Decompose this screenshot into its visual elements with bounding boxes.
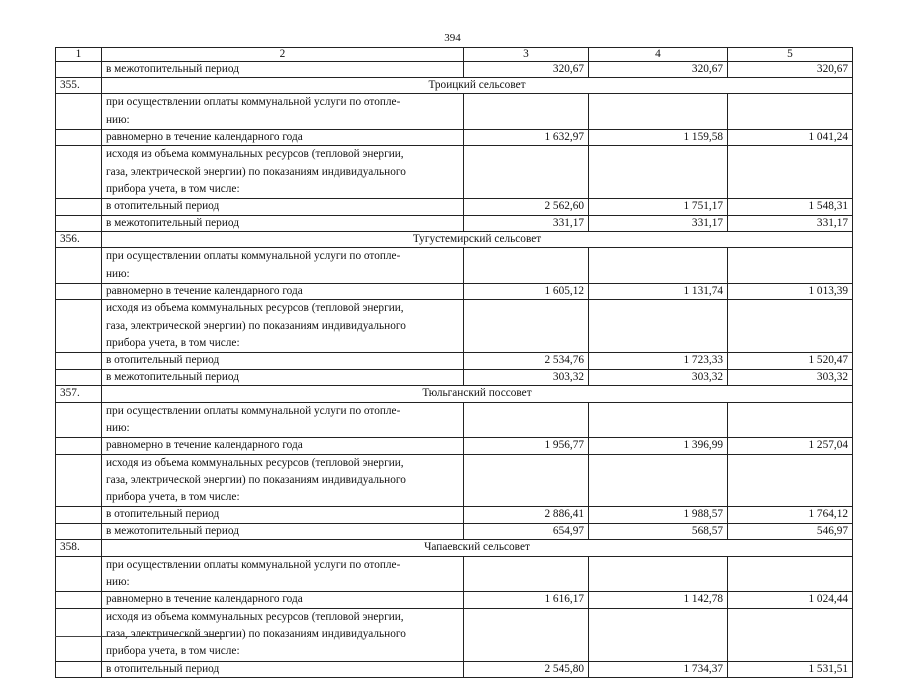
row-label-line: при осуществлении оплаты коммунальной услуги по отопле- — [106, 250, 401, 263]
value-cell-col3 — [464, 454, 589, 507]
value-cell-col5: 331,17 — [728, 215, 853, 231]
row-number-cell — [56, 284, 102, 300]
value-cell-col5: 1 531,51 — [728, 661, 853, 677]
row-label: в межотопительный период — [102, 61, 464, 77]
value-cell-col4: 1 751,17 — [589, 199, 728, 215]
row-number-cell — [56, 454, 102, 507]
page-number: 394 — [444, 32, 461, 44]
value-cell-col3 — [464, 556, 589, 592]
row-label-line: нию: — [106, 575, 130, 588]
row-label-line: равномерно в течение календарного года — [106, 439, 303, 452]
table-row — [56, 402, 853, 438]
row-number-cell — [56, 556, 102, 592]
value-cell-col3: 2 562,60 — [464, 199, 589, 215]
value-cell-col5: 1 548,31 — [728, 199, 853, 215]
row-label-line: в межотопительный период — [106, 216, 239, 229]
row-label-line: исходя из объема коммунальных ресурсов (тепловой энергии, — [106, 302, 404, 315]
row-number-cell — [56, 438, 102, 454]
row-label — [102, 353, 464, 369]
table-row — [56, 608, 853, 661]
section-title: Чапаевский сельсовет — [102, 540, 853, 556]
table-row — [56, 94, 853, 130]
value-cell-col5: 1 257,04 — [728, 438, 853, 454]
section-title: Тюльганский поссовет — [102, 386, 853, 402]
value-cell-col4 — [589, 248, 728, 284]
section-header-row — [56, 386, 853, 402]
value-cell-col3 — [464, 300, 589, 353]
table-row — [56, 454, 853, 507]
row-label-line: в отопительный период — [106, 662, 220, 675]
value-cell-col5: 1 024,44 — [728, 592, 853, 608]
table-row — [56, 438, 853, 454]
row-number-cell — [56, 61, 102, 77]
value-cell-col5 — [728, 248, 853, 284]
row-label-line: газа, электрической энергии) по показаниям индивидуального — [106, 319, 406, 332]
row-label-line: газа, электрической энергии) по показаниям индивидуального — [106, 627, 406, 640]
row-number-cell — [56, 94, 102, 130]
value-cell-col5 — [728, 94, 853, 130]
row-label-line: газа, электрической энергии) по показаниям индивидуального — [106, 165, 406, 178]
value-cell-col5: 1 520,47 — [728, 353, 853, 369]
footnote-rule — [55, 636, 225, 637]
value-cell-col4 — [589, 556, 728, 592]
row-label — [102, 438, 464, 454]
value-cell-col3 — [464, 402, 589, 438]
row-label-line: нию: — [106, 267, 130, 280]
table-row — [56, 248, 853, 284]
value-cell-col4 — [589, 608, 728, 661]
section-title: Тугустемирский сельсовет — [102, 232, 853, 248]
row-label-line: при осуществлении оплаты коммунальной услуги по отопле- — [106, 404, 401, 417]
row-label-line: в межотопительный период — [106, 370, 239, 383]
column-header-3: 3 — [464, 48, 589, 62]
row-label-line: прибора учета, в том числе: — [106, 645, 240, 658]
row-label-line: прибора учета, в том числе: — [106, 491, 240, 504]
value-cell-col4: 1 159,58 — [589, 129, 728, 145]
value-cell-col4: 1 988,57 — [589, 507, 728, 523]
value-cell-col4: 1 142,78 — [589, 592, 728, 608]
table-row — [56, 129, 853, 145]
column-header-2: 2 — [102, 48, 464, 62]
value-cell-col3 — [464, 94, 589, 130]
row-label-line: в отопительный период — [106, 200, 220, 213]
value-cell-col4 — [589, 402, 728, 438]
section-number: 356. — [56, 232, 102, 248]
row-number-cell — [56, 592, 102, 608]
row-number-cell — [56, 300, 102, 353]
section-number: 358. — [56, 540, 102, 556]
value-cell-col3: 320,67 — [464, 61, 589, 77]
row-label-line: равномерно в течение календарного года — [106, 285, 303, 298]
row-label-line: равномерно в течение календарного года — [106, 130, 303, 143]
row-label-line: в отопительный период — [106, 354, 220, 367]
row-label-line: в отопительный период — [106, 508, 220, 521]
value-cell-col5: 1 764,12 — [728, 507, 853, 523]
table-row — [56, 353, 853, 369]
value-cell-col3: 331,17 — [464, 215, 589, 231]
value-cell-col5: 303,32 — [728, 369, 853, 385]
table-row — [56, 369, 853, 385]
value-cell-col5 — [728, 146, 853, 199]
row-label — [102, 454, 464, 507]
row-label — [102, 608, 464, 661]
row-label — [102, 402, 464, 438]
value-cell-col5 — [728, 402, 853, 438]
row-label — [102, 94, 464, 130]
row-label-line: прибора учета, в том числе: — [106, 337, 240, 350]
table-row — [56, 284, 853, 300]
row-number-cell — [56, 248, 102, 284]
row-number-cell — [56, 129, 102, 145]
section-header-row — [56, 232, 853, 248]
table-row — [56, 556, 853, 592]
row-label — [102, 146, 464, 199]
row-label — [102, 248, 464, 284]
value-cell-col4 — [589, 300, 728, 353]
section-header-row — [56, 77, 853, 93]
row-label-line: исходя из объема коммунальных ресурсов (тепловой энергии, — [106, 148, 404, 161]
row-label-line: прибора учета, в том числе: — [106, 182, 240, 195]
value-cell-col4: 320,67 — [589, 61, 728, 77]
value-cell-col4: 1 734,37 — [589, 661, 728, 677]
tariff-table — [55, 47, 853, 678]
row-number-cell — [56, 402, 102, 438]
row-label — [102, 369, 464, 385]
value-cell-col4: 331,17 — [589, 215, 728, 231]
row-label — [102, 523, 464, 539]
value-cell-col3 — [464, 608, 589, 661]
row-number-cell — [56, 523, 102, 539]
section-header-row — [56, 540, 853, 556]
table-row — [56, 199, 853, 215]
table-row — [56, 61, 853, 77]
row-label — [102, 300, 464, 353]
row-label-line: нию: — [106, 421, 130, 434]
value-cell-col5: 320,67 — [728, 61, 853, 77]
value-cell-col5 — [728, 454, 853, 507]
row-number-cell — [56, 661, 102, 677]
table-row — [56, 300, 853, 353]
column-header-5: 5 — [728, 48, 853, 62]
row-number-cell — [56, 215, 102, 231]
value-cell-col4: 1 131,74 — [589, 284, 728, 300]
row-number-cell — [56, 369, 102, 385]
row-label-line: при осуществлении оплаты коммунальной услуги по отопле- — [106, 96, 401, 109]
table-row — [56, 592, 853, 608]
row-label — [102, 129, 464, 145]
value-cell-col5: 1 041,24 — [728, 129, 853, 145]
table-row — [56, 507, 853, 523]
value-cell-col5 — [728, 608, 853, 661]
value-cell-col3: 303,32 — [464, 369, 589, 385]
value-cell-col3 — [464, 248, 589, 284]
table-row — [56, 215, 853, 231]
value-cell-col4: 303,32 — [589, 369, 728, 385]
value-cell-col4: 1 723,33 — [589, 353, 728, 369]
row-label — [102, 507, 464, 523]
row-label-line: исходя из объема коммунальных ресурсов (тепловой энергии, — [106, 456, 404, 469]
row-label-line: в межотопительный период — [106, 524, 239, 537]
value-cell-col5 — [728, 556, 853, 592]
value-cell-col4 — [589, 454, 728, 507]
row-label — [102, 556, 464, 592]
row-label — [102, 661, 464, 677]
row-label — [102, 592, 464, 608]
value-cell-col4: 1 396,99 — [589, 438, 728, 454]
section-number: 357. — [56, 386, 102, 402]
value-cell-col4 — [589, 146, 728, 199]
row-label — [102, 215, 464, 231]
value-cell-col3: 1 956,77 — [464, 438, 589, 454]
row-label-line: исходя из объема коммунальных ресурсов (тепловой энергии, — [106, 610, 404, 623]
row-label-line: газа, электрической энергии) по показаниям индивидуального — [106, 473, 406, 486]
row-number-cell — [56, 507, 102, 523]
value-cell-col3: 1 605,12 — [464, 284, 589, 300]
column-number-row — [56, 48, 853, 62]
row-number-cell — [56, 199, 102, 215]
row-number-cell — [56, 146, 102, 199]
value-cell-col3: 2 545,80 — [464, 661, 589, 677]
value-cell-col3 — [464, 146, 589, 199]
value-cell-col4: 568,57 — [589, 523, 728, 539]
row-label-line: нию: — [106, 113, 130, 126]
value-cell-col3: 1 632,97 — [464, 129, 589, 145]
column-header-1: 1 — [56, 48, 102, 62]
value-cell-col5: 1 013,39 — [728, 284, 853, 300]
section-title: Троицкий сельсовет — [102, 77, 853, 93]
value-cell-col3: 2 534,76 — [464, 353, 589, 369]
value-cell-col3: 2 886,41 — [464, 507, 589, 523]
section-number: 355. — [56, 77, 102, 93]
row-label-line: равномерно в течение календарного года — [106, 593, 303, 606]
value-cell-col5 — [728, 300, 853, 353]
value-cell-col4 — [589, 94, 728, 130]
row-number-cell — [56, 608, 102, 661]
row-label — [102, 199, 464, 215]
value-cell-col5: 546,97 — [728, 523, 853, 539]
value-cell-col3: 1 616,17 — [464, 592, 589, 608]
table-row — [56, 523, 853, 539]
row-label-line: при осуществлении оплаты коммунальной услуги по отопле- — [106, 558, 401, 571]
value-cell-col3: 654,97 — [464, 523, 589, 539]
table-row — [56, 146, 853, 199]
row-number-cell — [56, 353, 102, 369]
row-label — [102, 284, 464, 300]
table-row — [56, 661, 853, 677]
column-header-4: 4 — [589, 48, 728, 62]
